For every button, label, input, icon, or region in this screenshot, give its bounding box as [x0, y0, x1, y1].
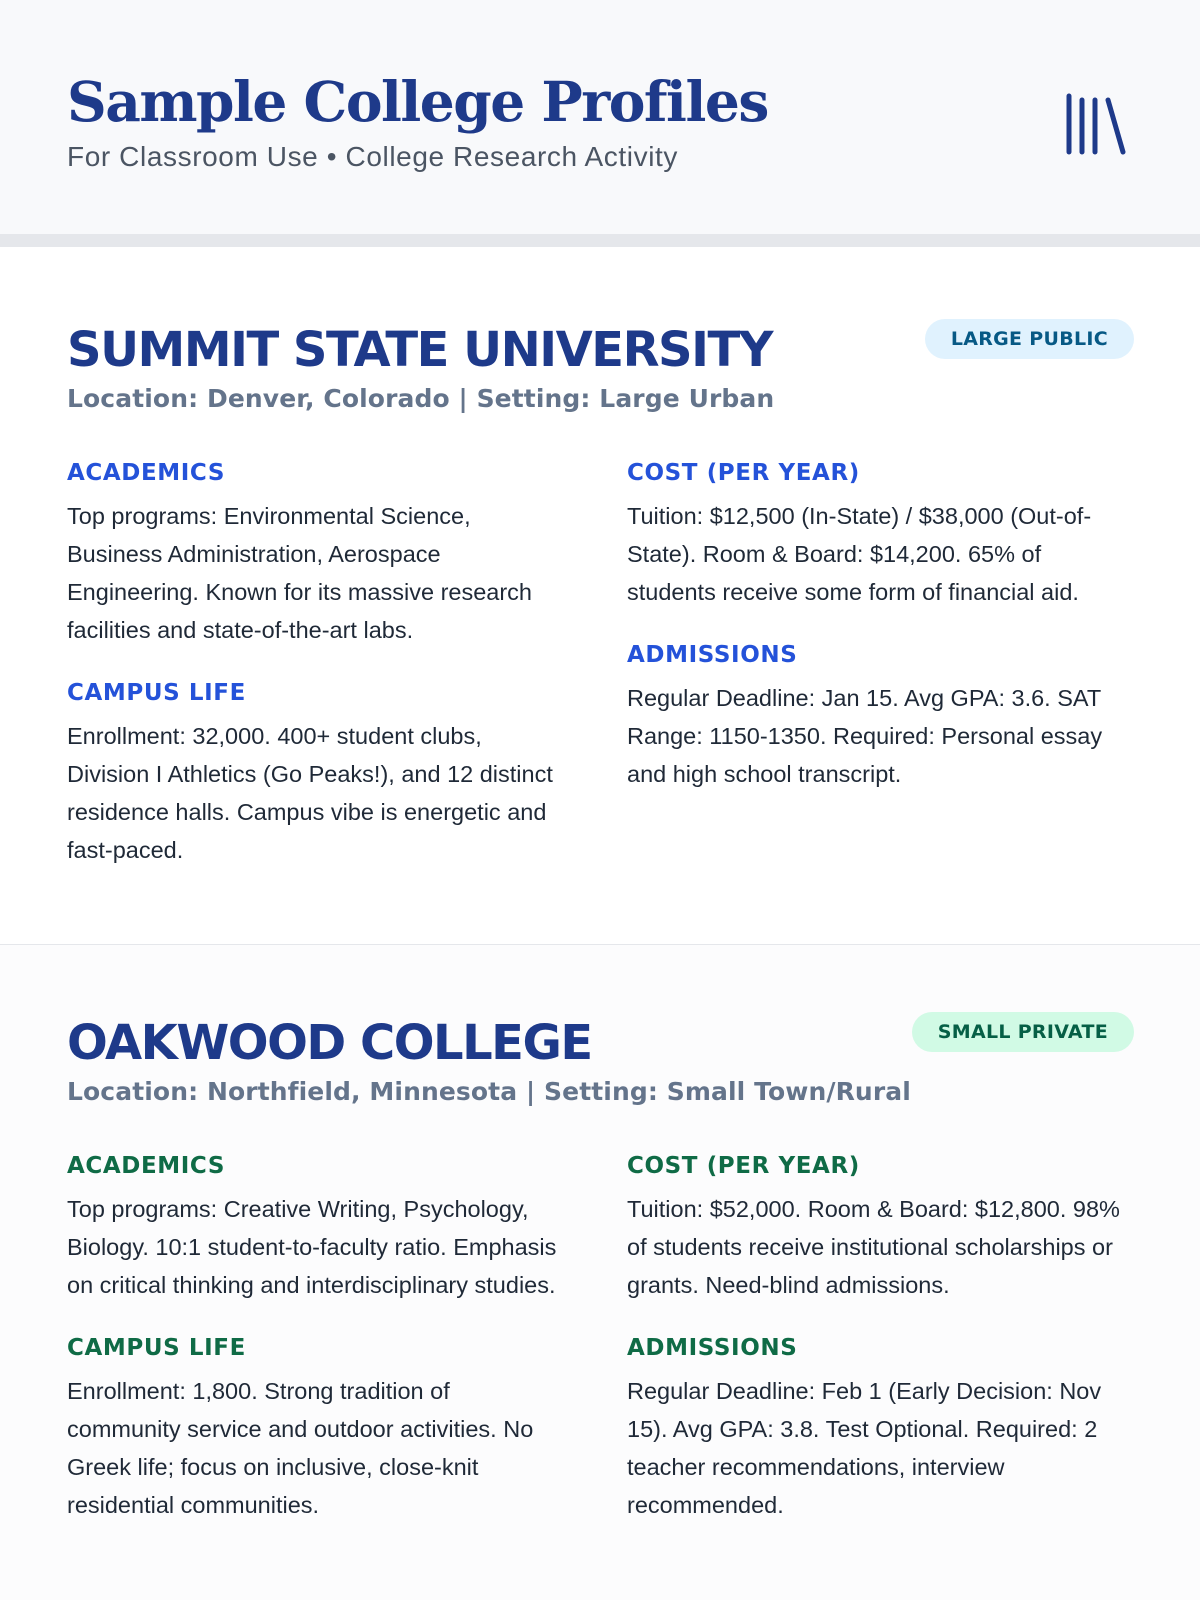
admissions-text: Regular Deadline: Jan 15. Avg GPA: 3.6. SAT Range: 1150-1350. Required: Personal essay and high school transcript. [627, 685, 1103, 787]
college-type-badge: LARGE PUBLIC [925, 319, 1134, 359]
college-name: OAKWOOD COLLEGE [67, 1015, 592, 1071]
campus-life-heading: CAMPUS LIFE [67, 680, 246, 706]
academics-section [67, 1152, 560, 1304]
right-column [627, 1152, 1120, 1554]
college-info-grid [67, 459, 1133, 899]
library-icon [1064, 92, 1128, 156]
campus-life-heading: CAMPUS LIFE [67, 1335, 246, 1361]
academics-heading: ACADEMICS [67, 1153, 225, 1179]
admissions-section [627, 1334, 1120, 1524]
page-subtitle: For Classroom Use • College Research Activity [67, 141, 678, 172]
campus-life-text: Enrollment: 1,800. Strong tradition of community service and outdoor activities. No Greek life; focus on inclusive, close-knit residential communities. [67, 1378, 534, 1518]
cost-section [627, 1152, 1120, 1304]
cost-text: Tuition: $12,500 (In-State) / $38,000 (Out-of-State). Room & Board: $14,200. 65% of students receive some form of financial aid. [627, 503, 1092, 605]
admissions-heading: ADMISSIONS [627, 642, 798, 668]
admissions-text: Regular Deadline: Feb 1 (Early Decision: Nov 15). Avg GPA: 3.8. Test Optional. Required: 2 teacher recommendations, interview recommended. [627, 1378, 1102, 1518]
admissions-heading: ADMISSIONS [627, 1335, 798, 1361]
right-column [627, 459, 1120, 899]
left-column [67, 1152, 560, 1554]
college-profile-oakwood [0, 945, 1200, 1600]
cost-heading: COST (PER YEAR) [627, 1153, 860, 1179]
academics-heading: ACADEMICS [67, 460, 225, 486]
college-type-badge: SMALL PRIVATE [912, 1012, 1134, 1052]
cost-heading: COST (PER YEAR) [627, 460, 860, 486]
academics-text: Top programs: Environmental Science, Business Administration, Aerospace Engineering. Known for its massive research facilities and state-of-the-art labs. [67, 503, 532, 643]
college-location-setting: Location: Northfield, Minnesota | Setting: Small Town/Rural [67, 1077, 911, 1106]
cost-text: Tuition: $52,000. Room & Board: $12,800. 98% of students receive institutional scholarships or grants. Need-blind admissions. [627, 1196, 1120, 1298]
page-header [0, 0, 1200, 247]
college-location-setting: Location: Denver, Colorado | Setting: Large Urban [67, 384, 775, 413]
academics-section [67, 459, 560, 649]
page-title: Sample College Profiles [67, 69, 768, 134]
campus-life-section [67, 679, 560, 869]
admissions-section [627, 641, 1120, 793]
college-info-grid [67, 1152, 1133, 1554]
academics-text: Top programs: Creative Writing, Psychology, Biology. 10:1 student-to-faculty ratio. Emphasis on critical thinking and interdisciplinary studies. [67, 1196, 557, 1298]
campus-life-text: Enrollment: 32,000. 400+ student clubs, Division I Athletics (Go Peaks!), and 12 distinct residence halls. Campus vibe is energetic and fast-paced. [67, 723, 553, 863]
college-profile-summit-state [0, 247, 1200, 945]
college-name: SUMMIT STATE UNIVERSITY [67, 322, 772, 378]
left-column [67, 459, 560, 899]
cost-section [627, 459, 1120, 611]
campus-life-section [67, 1334, 560, 1524]
